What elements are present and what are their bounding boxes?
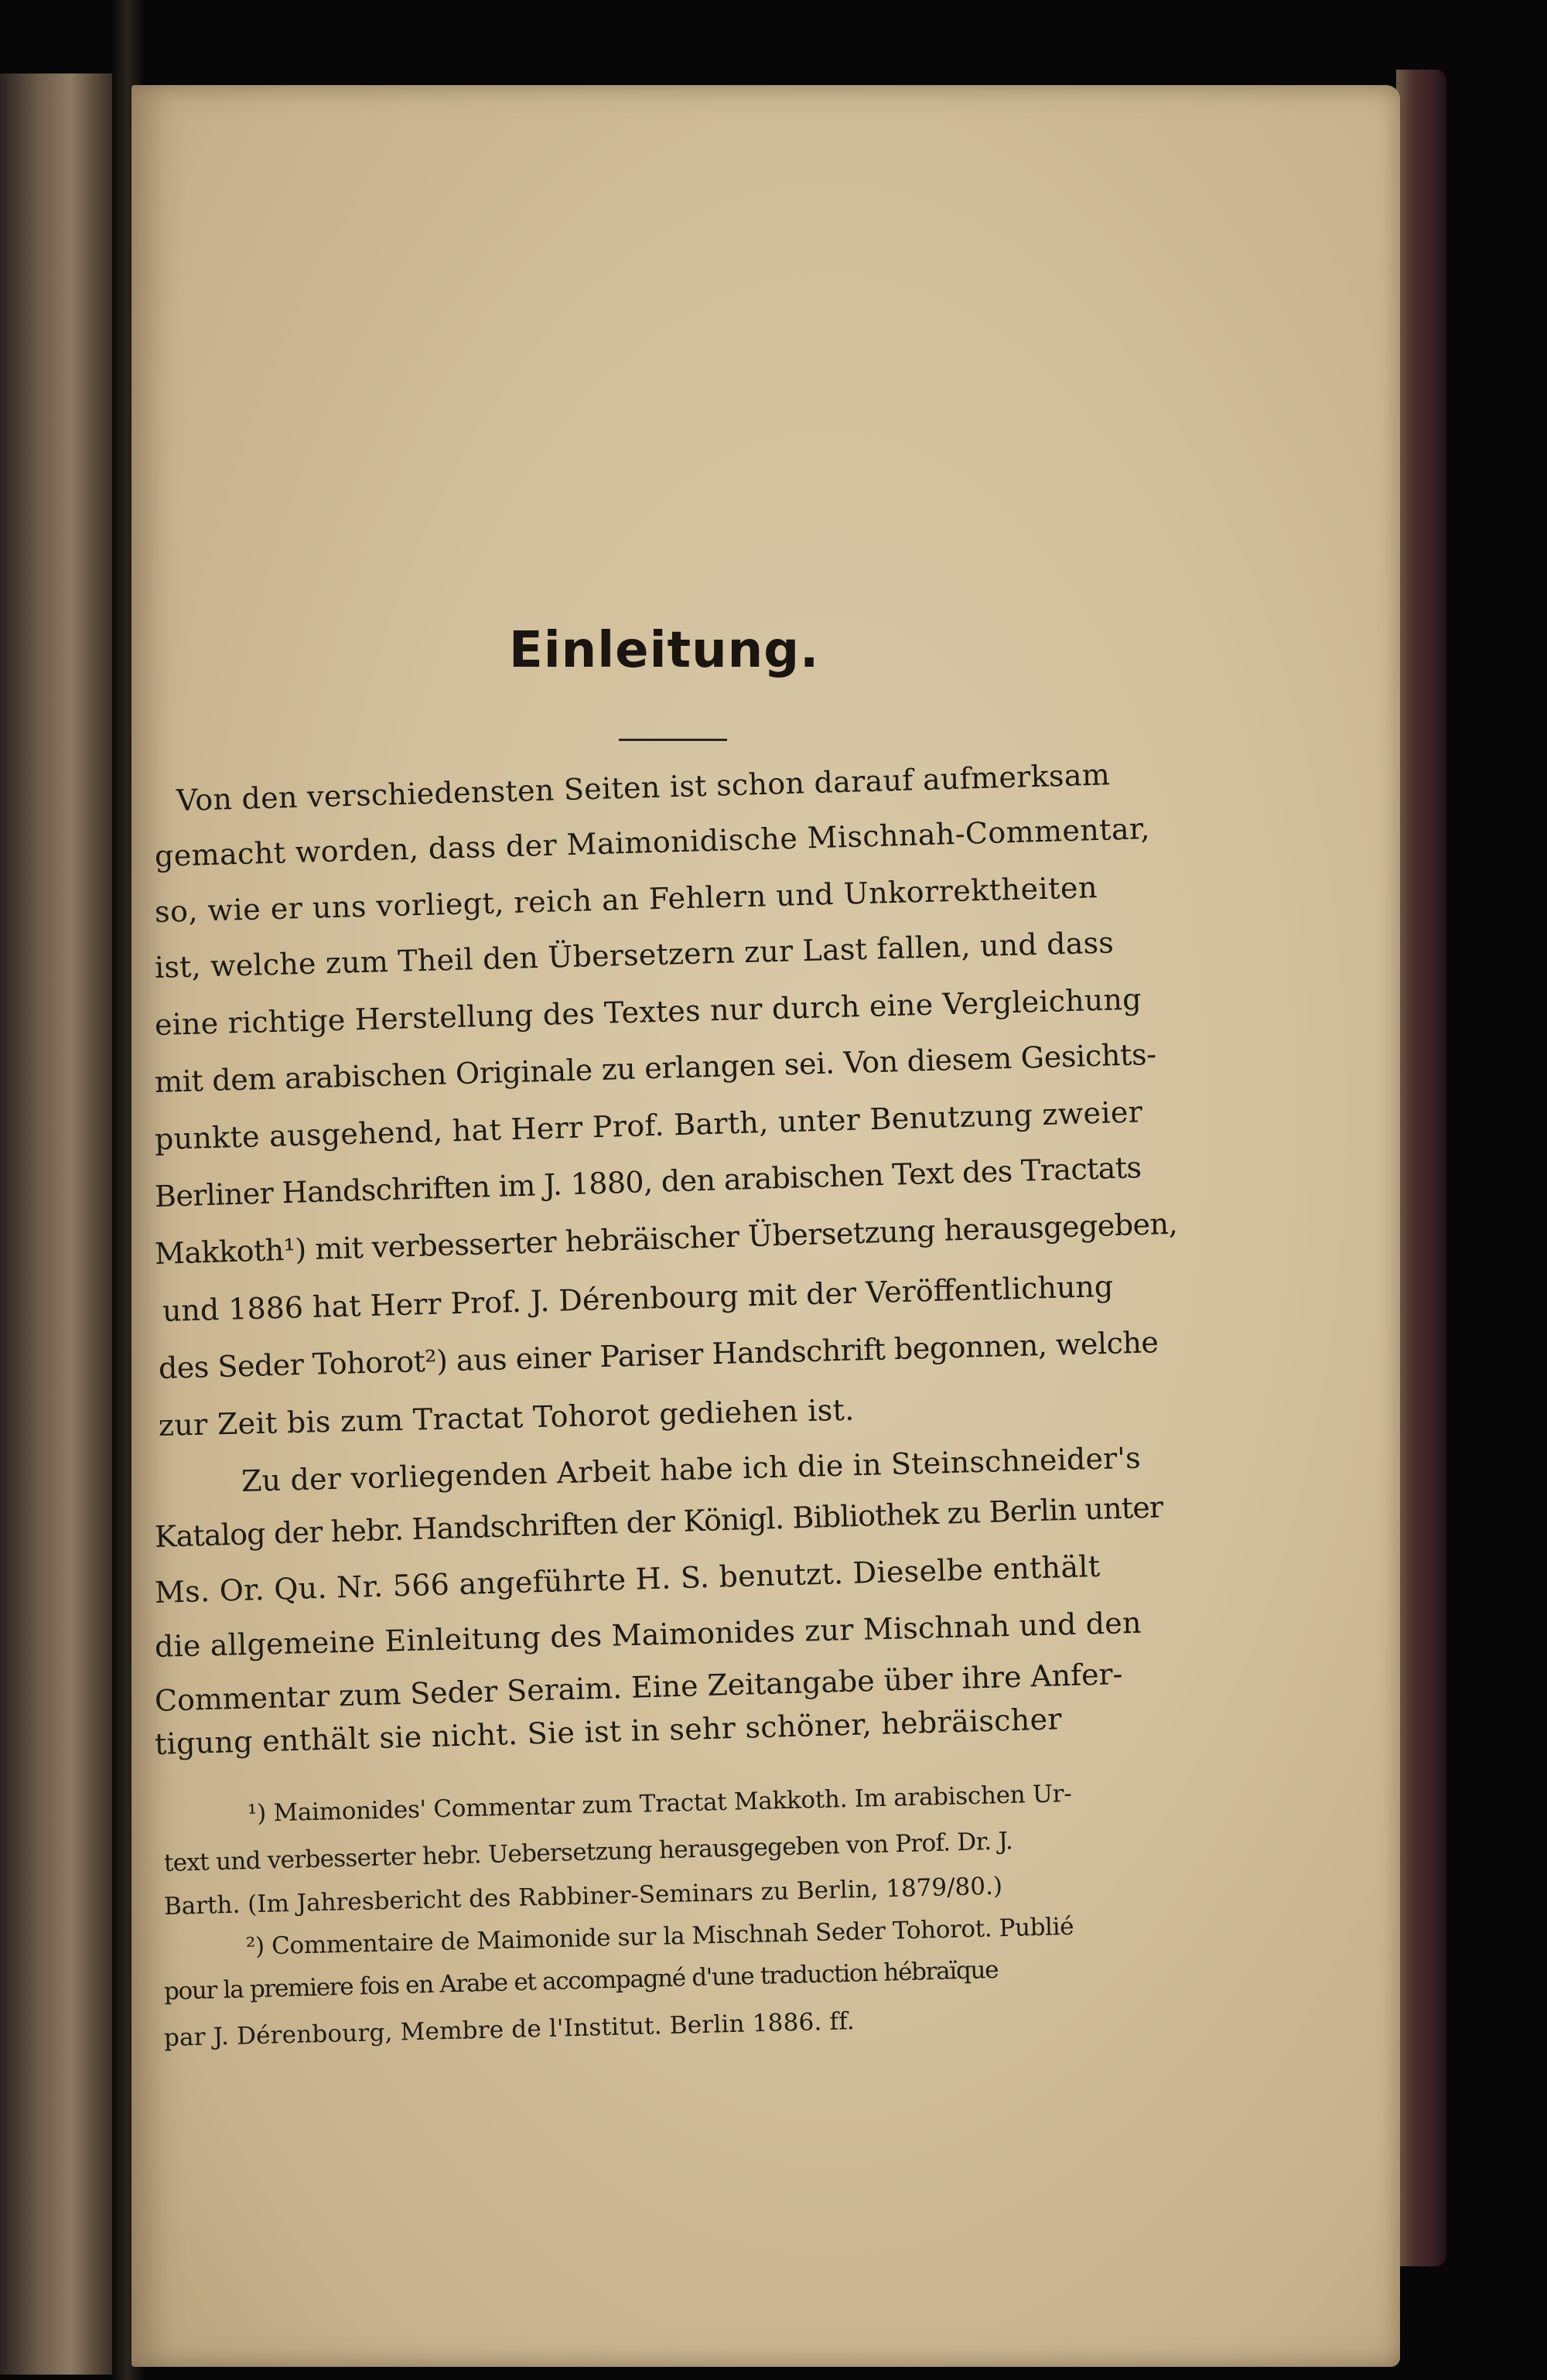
body-line: so, wie er uns vorliegt, reich an Fehlern und Unkorrektheiten — [154, 870, 1098, 929]
footnote-line: Barth. (Im Jahresbericht des Rabbiner-Seminars zu Berlin, 1879/80.) — [163, 1872, 1003, 1921]
footnote-line: par J. Dérenbourg, Membre de l'Institut. Berlin 1886. ff. — [163, 2007, 855, 2052]
body-line: gemacht worden, dass der Maimonidische Mischnah-Commentar, — [154, 811, 1151, 873]
footnote-line: ¹) Maimonides' Commentar zum Tractat Makkoth. Im arabischen Ur- — [247, 1779, 1072, 1828]
body-line: Commentar zum Seder Seraim. Eine Zeitangabe über ihre Anfer- — [154, 1657, 1123, 1718]
body-line: punkte ausgehend, hat Herr Prof. Barth, unter Benutzung zweier — [154, 1094, 1143, 1156]
footnote-line: text und verbesserter hebr. Uebersetzung herausgegeben von Prof. Dr. J. — [163, 1827, 1013, 1877]
body-line: die allgemeine Einleitung des Maimonides zur Mischnah und den — [154, 1605, 1142, 1664]
heading-rule — [619, 739, 727, 741]
body-line: Makkoth¹) mit verbesserter hebräischer Übersetzung herausgegeben, — [154, 1206, 1178, 1271]
footnote-line: pour la premiere fois en Arabe et accompagné d'une traduction hébraïque — [163, 1955, 999, 2006]
body-line: mit dem arabischen Originale zu erlangen sei. Von diesem Gesichts- — [154, 1036, 1157, 1099]
body-line: ist, welche zum Theil den Übersetzern zur Last fallen, und dass — [154, 925, 1115, 985]
body-line: Von den verschiedensten Seiten ist schon darauf aufmerksam — [176, 757, 1111, 818]
body-line: Katalog der hebr. Handschriften der Königl. Bibliothek zu Berlin unter — [154, 1490, 1163, 1554]
body-line: zur Zeit bis zum Tractat Tohorot gediehen ist. — [158, 1392, 855, 1443]
body-line: Ms. Or. Qu. Nr. 566 angeführte H. S. benutzt. Dieselbe enthält — [154, 1549, 1101, 1610]
body-line: Zu der vorliegenden Arbeit habe ich die in Steinschneider's — [241, 1440, 1142, 1498]
body-line: eine richtige Herstellung des Textes nur durch eine Vergleichung — [154, 982, 1142, 1042]
body-line: des Seder Tohorot²) aus einer Pariser Handschrift begonnen, welche — [158, 1325, 1159, 1385]
body-line: tigung enthält sie nicht. Sie ist in sehr schöner, hebräischer — [154, 1702, 1063, 1761]
body-line: Berliner Handschriften im J. 1880, den arabischen Text des Tractats — [154, 1150, 1142, 1214]
body-line: und 1886 hat Herr Prof. J. Dérenbourg mit der Veröffentlichung — [162, 1269, 1114, 1328]
footnote-line: ²) Commentaire de Maimonide sur la Mischnah Seder Tohorot. Publié — [245, 1912, 1074, 1961]
chapter-heading: Einleitung. — [509, 622, 820, 679]
